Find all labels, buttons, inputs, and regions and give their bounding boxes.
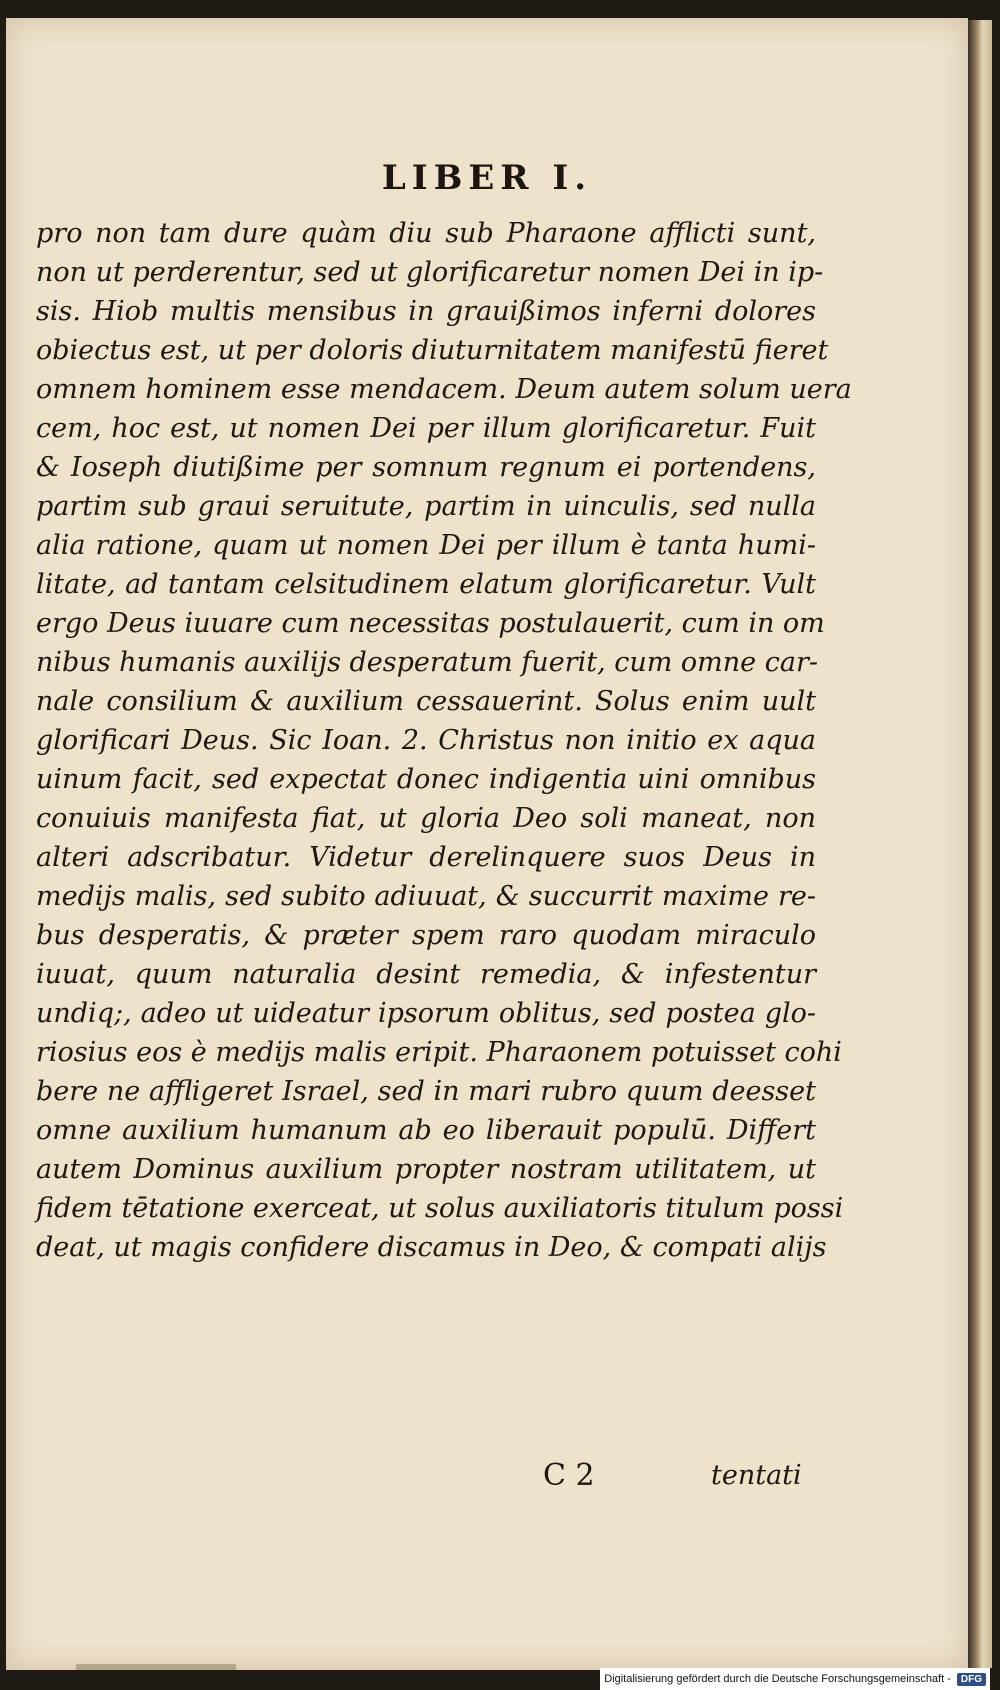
text-line: riosius eos è medijs malis eripit. Pharaonem potuisset cohi: [36, 1037, 842, 1068]
footer-credit: Digitalisierung gefördert durch die Deutsche Forschungsgemeinschaft -: [604, 1673, 951, 1685]
text-line: alia ratione, quam ut nomen Dei per illum è tanta humi-: [36, 530, 816, 561]
text-line: cem, hoc est, ut nomen Dei per illum glorificaretur. Fuit: [36, 413, 816, 444]
text-line: conuiuis manifesta fiat, ut gloria Deo soli maneat, non: [36, 803, 816, 834]
text-line: autem Dominus auxilium propter nostram utilitatem, ut: [36, 1154, 816, 1185]
text-line: bus desperatis, & præter spem raro quodam miraculo: [36, 920, 816, 951]
text-line: sis. Hiob multis mensibus in grauißimos inferni dolores: [36, 296, 816, 327]
text-line: litate, ad tantam celsitudinem elatum glorificaretur. Vult: [36, 569, 816, 600]
book-page: [6, 18, 968, 1670]
text-line: glorificari Deus. Sic Ioan. 2. Christus non initio ex aqua: [36, 725, 816, 756]
text-line: pro non tam dure quàm diu sub Pharaone afflicti sunt,: [36, 218, 816, 249]
running-head: LIBER I.: [381, 158, 593, 198]
text-line: undiq;, adeo ut uideatur ipsorum oblitus, sed postea glo-: [36, 998, 816, 1029]
text-line: & Ioseph diutißime per somnum regnum ei portendens,: [36, 452, 816, 483]
book-fore-edge: [968, 20, 992, 1668]
dfg-logo: DFG: [957, 1673, 986, 1686]
signature-mark: C 2: [543, 1458, 595, 1493]
text-line: omnem hominem esse mendacem. Deum autem solum uera: [36, 374, 852, 405]
text-line: iuuat, quum naturalia desint remedia, & infestentur: [36, 959, 816, 990]
text-line: obiectus est, ut per doloris diuturnitatem manifestū fieret: [36, 335, 829, 366]
digitization-footer: [600, 1668, 990, 1690]
text-line: omne auxilium humanum ab eo liberauit populū. Differt: [36, 1115, 816, 1146]
text-line: alteri adscribatur. Videtur derelinquere suos Deus in: [36, 842, 816, 873]
text-line: uinum facit, sed expectat donec indigentia uini omnibus: [36, 764, 816, 795]
text-line: partim sub graui seruitute, partim in uinculis, sed nulla: [36, 491, 816, 522]
page-edge-stain: [76, 1664, 236, 1670]
text-line: non ut perderentur, sed ut glorificaretur nomen Dei in ip-: [36, 257, 824, 288]
text-line: deat, ut magis confidere discamus in Deo, & compati alijs: [36, 1232, 827, 1263]
text-line: nibus humanis auxilijs desperatum fuerit, cum omne car-: [36, 647, 818, 678]
catchword: tentati: [711, 1460, 802, 1491]
text-line: ergo Deus iuuare cum necessitas postulauerit, cum in om: [36, 608, 825, 639]
text-line: nale consilium & auxilium cessauerint. Solus enim uult: [36, 686, 816, 717]
text-line: fidem tētatione exerceat, ut solus auxiliatoris titulum possi: [36, 1193, 844, 1224]
text-line: medijs malis, sed subito adiuuat, & succurrit maxime re-: [36, 881, 816, 912]
text-line: bere ne affligeret Israel, sed in mari rubro quum deesset: [36, 1076, 816, 1107]
text-block: [36, 214, 852, 1267]
